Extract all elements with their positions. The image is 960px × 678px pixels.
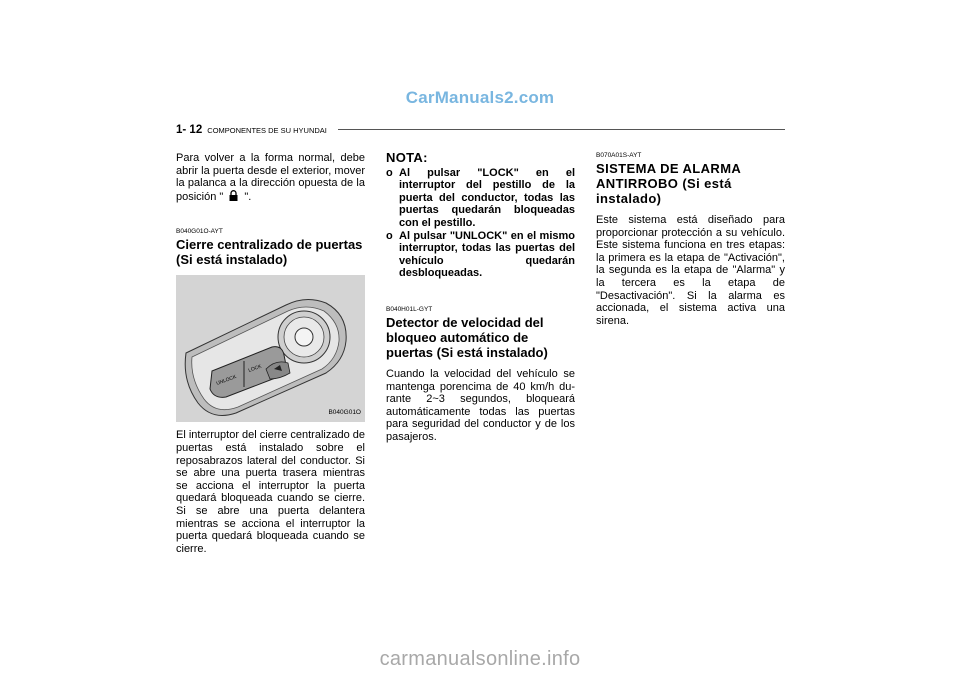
alarm-body: Este sistema está diseñado para proporcionar protección a su vehículo. Este sistema funciona en tres etapas: la primera es la etapa de "Activación", la segunda es la etapa de "Alarma" y la tercera es la etapa de "Desactivación". Si la alarma es accionada, el sistema activa una sirena. bbox=[596, 214, 785, 327]
speed-lock-body: Cuando la velocidad del vehículo se mantenga porencima de 40 km/h du- rante 2~3 segundos, bloqueará automáticamente todas las puertas para seguridad del conductor y de los pasajeros. bbox=[386, 367, 575, 443]
bullet-text: Al pulsar "UNLOCK" en el mismo interruptor, todas las puertas del vehículo quedarán desbloqueadas. bbox=[399, 229, 575, 280]
lock-switch-label: LOCK bbox=[247, 363, 263, 375]
nota-bullet-lock bbox=[386, 167, 575, 230]
section-code: B040G01O-AYT bbox=[176, 228, 223, 236]
bullet-text: Al pulsar "LOCK" en el interruptor del pestillo de la puerta del conductor, todas las puertas quedarán bloqueadas con el pestillo. bbox=[399, 166, 575, 229]
section-title-alarm: SISTEMA DE ALARMA ANTIRROBO (Si está instalado) bbox=[596, 161, 741, 206]
watermark-bottom[interactable]: carmanualsonline.info bbox=[379, 648, 581, 670]
page-number: 1- 12 bbox=[176, 124, 203, 136]
intro-text-before: Para volver a la forma normal, debe abrir la puerta desde el exterior, mover la palanca a la dirección opuesta de la posición " bbox=[176, 152, 365, 203]
door-lock-switch-illustration bbox=[176, 275, 365, 422]
watermark-top[interactable]: CarManuals2.com bbox=[405, 88, 555, 107]
nota-bullet-unlock bbox=[386, 230, 575, 280]
column-2 bbox=[386, 152, 575, 444]
section-code: B040H01L-GYT bbox=[386, 305, 433, 313]
bullet-marker: o bbox=[386, 166, 393, 179]
nota-heading: NOTA: bbox=[386, 150, 428, 165]
lock-icon bbox=[229, 190, 238, 205]
column-1 bbox=[176, 152, 365, 555]
section-code: B070A01S-AYT bbox=[596, 152, 642, 159]
bullet-marker: o bbox=[386, 229, 393, 242]
intro-text-after: ". bbox=[244, 190, 252, 203]
page-header bbox=[176, 124, 327, 136]
header-rule bbox=[338, 129, 785, 130]
section-title-central-locking: Cierre centralizado de puertas (Si está instalado) bbox=[176, 237, 363, 268]
column-3 bbox=[596, 152, 785, 327]
intro-paragraph bbox=[176, 152, 365, 204]
figure-caption: B040G01O bbox=[328, 408, 361, 416]
door-lock-switch-figure bbox=[176, 275, 365, 422]
section-title-speed-lock: Detector de velocidad del bloqueo automático de puertas (Si está instalado) bbox=[386, 314, 548, 360]
central-locking-body: El interruptor del cierre centralizado de puertas está instalado sobre el reposabrazos lateral del conductor. Si se abre una puerta trasera mientras se acciona el interruptor la puerta quedará bloqueada cuando se cierre. Si se abre una puerta delantera mientras se acciona el interruptor la puerta quedará bloqueada cuando se cierre. bbox=[176, 429, 365, 555]
section-title: COMPONENTES DE SU HYUNDAI bbox=[207, 126, 327, 135]
unlock-switch-label: UNLOCK bbox=[215, 374, 238, 388]
